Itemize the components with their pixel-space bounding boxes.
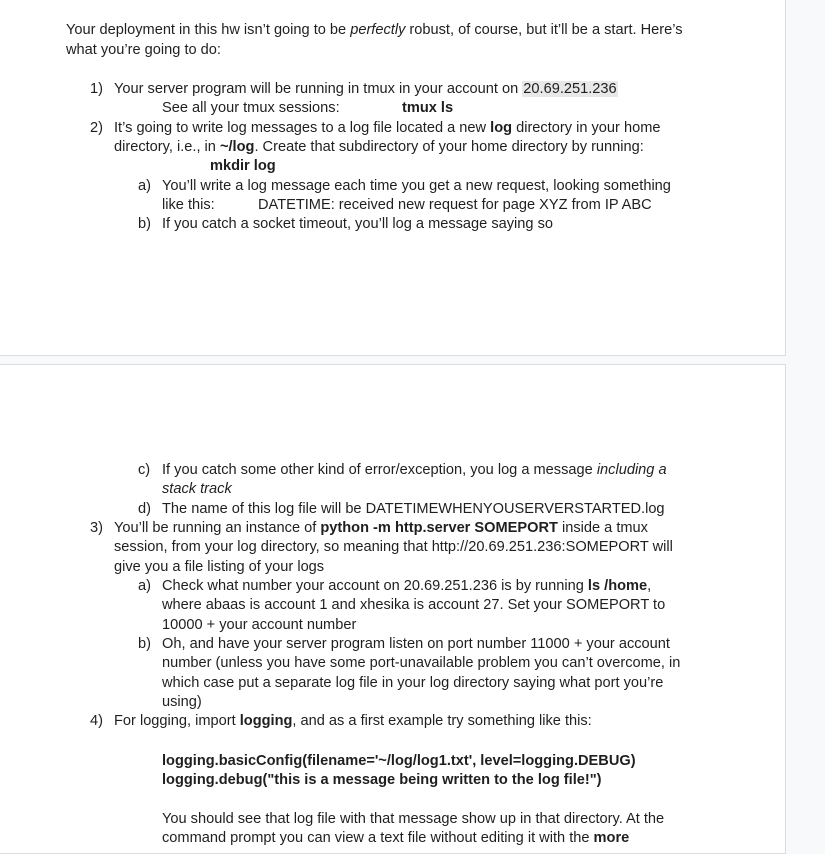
list-item-3-line-2: session, from your log directory, so meaning that http://20.69.251.236:SOMEPORT will (114, 539, 673, 555)
list-item-3b-line-3: which case put a separate log file in your log directory saying what port you’re (162, 675, 664, 691)
list-item-2c-line-1: If you catch some other kind of error/exception, you log a message including a (162, 462, 667, 478)
tmux-sessions-label: See all your tmux sessions: (162, 100, 340, 116)
list-marker: b) (138, 216, 151, 232)
mkdir-command: mkdir log (210, 158, 276, 174)
list-marker: 1) (90, 81, 103, 97)
list-marker: c) (138, 462, 151, 478)
list-item-2-line-1: It’s going to write log messages to a log file located a new log directory in your home (114, 120, 661, 136)
ip-address: 20.69.251.236 (523, 81, 617, 97)
list-marker: a) (138, 578, 151, 594)
list-item-3a-line-3: 10000 + your account number (162, 617, 357, 633)
list-item-3-line-1: You’ll be running an instance of python -m http.server SOMEPORT inside a tmux (114, 520, 648, 536)
list-marker: b) (138, 636, 151, 652)
list-marker: 3) (90, 520, 103, 536)
list-item-4-paragraph-line-1: You should see that log file with that message show up in that directory. At the (162, 811, 665, 827)
list-marker: 2) (90, 120, 103, 136)
tmux-command: tmux ls (402, 100, 454, 116)
list-marker: 4) (90, 713, 103, 729)
list-marker: d) (138, 501, 151, 517)
list-item-2c-line-2: stack track (162, 481, 232, 497)
list-item-2b-text: If you catch a socket timeout, you’ll log a message saying so (162, 216, 553, 232)
list-item-2-line-2: directory, i.e., in ~/log. Create that subdirectory of your home directory by running: (114, 139, 644, 155)
document-page-2 (0, 364, 786, 854)
list-item-3b-line-4: using) (162, 694, 202, 710)
list-item-2a-line-2-label: like this: (162, 197, 215, 213)
list-item-3-line-3: give you a file listing of your logs (114, 559, 325, 575)
list-item-2d-text: The name of this log file will be DATETIMEWHENYOUSERVERSTARTED.log (162, 501, 665, 517)
list-item-4-line-1: For logging, import logging, and as a first example try something like this: (114, 713, 592, 729)
list-item-2a-line-1: You’ll write a log message each time you get a new request, looking something (162, 178, 671, 194)
list-item-3b-line-1: Oh, and have your server program listen on port number 11000 + your account (162, 636, 670, 652)
intro-line-2: what you’re going to do: (66, 42, 221, 58)
list-item-3a-line-1: Check what number your account on 20.69.251.236 is by running ls /home, (162, 578, 652, 594)
code-line-basicconfig: logging.basicConfig(filename='~/log/log1.txt', level=logging.DEBUG) (162, 753, 636, 769)
list-item-4-paragraph-line-2: command prompt you can view a text file without editing it with the more (162, 830, 630, 846)
intro-line-1: Your deployment in this hw isn’t going to be perfectly robust, of course, but it’ll be a start. Here’s (66, 22, 683, 38)
list-item-3b-line-2: number (unless you have some port-unavailable problem you can’t overcome, in (162, 655, 681, 671)
code-line-debug: logging.debug("this is a message being written to the log file!") (162, 772, 602, 788)
previous-line-fragment (60, 0, 360, 1)
list-marker: a) (138, 178, 151, 194)
list-item-1-text: Your server program will be running in tmux in your account on 20.69.251.236 (114, 81, 617, 97)
list-item-3a-line-2: where abaas is account 1 and xhesika is account 27. Set your SOMEPORT to (162, 597, 666, 613)
list-item-2a-example: DATETIME: received new request for page XYZ from IP ABC (258, 197, 652, 213)
document-page-1 (0, 0, 786, 356)
